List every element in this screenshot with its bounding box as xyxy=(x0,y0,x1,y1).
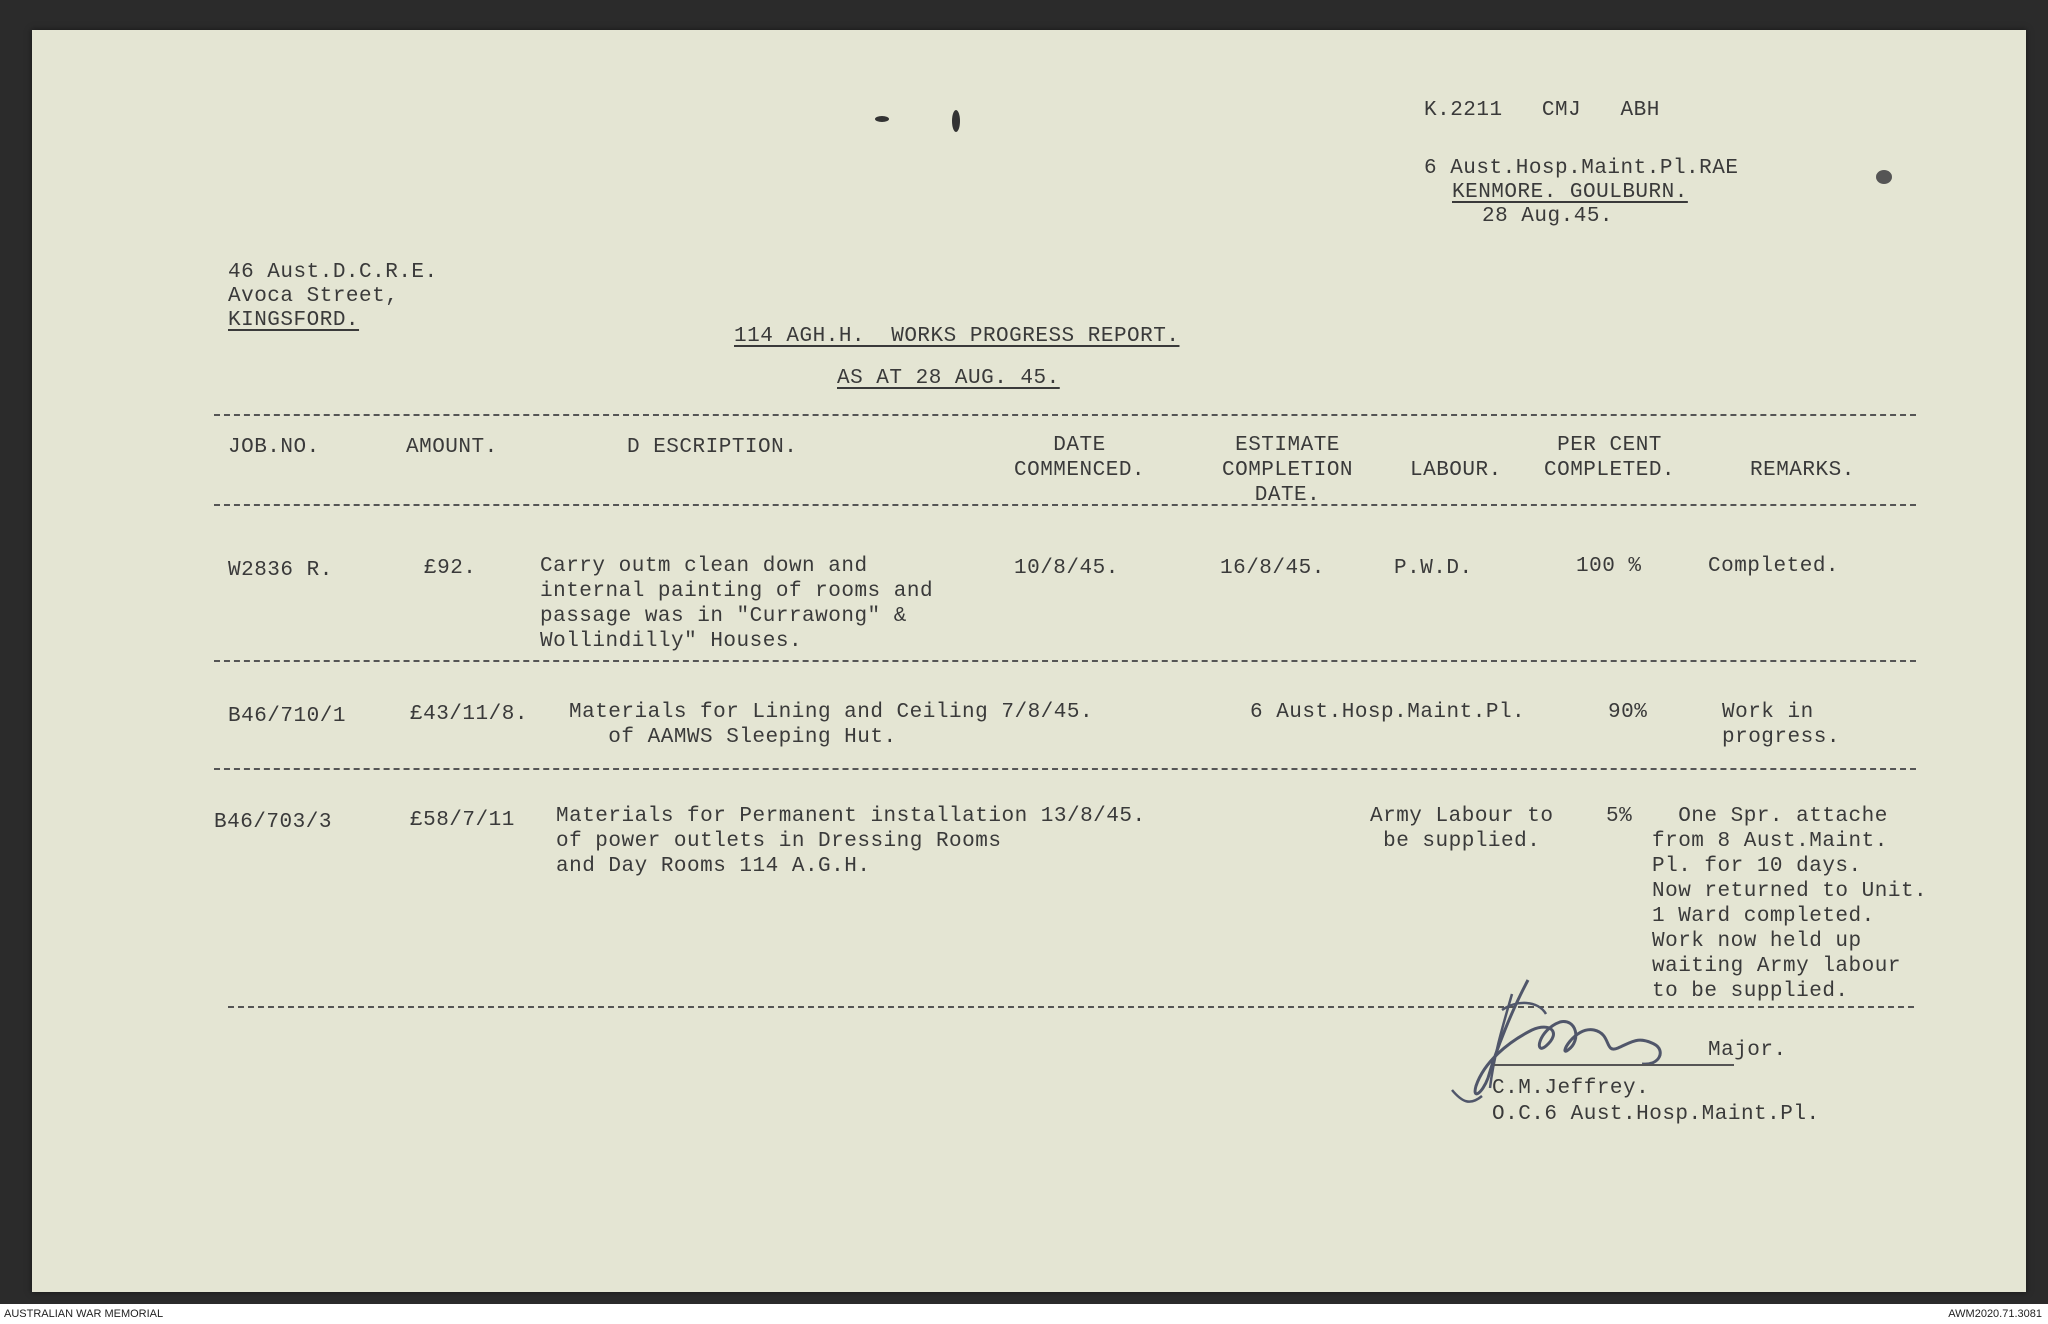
footer-bar xyxy=(0,1304,2048,1324)
row-remarks: Work in progress. xyxy=(1722,701,1840,749)
row-divider xyxy=(214,660,1916,662)
row-per-cent: 5% xyxy=(1606,805,1633,828)
sender-date: 28 Aug.45. xyxy=(1482,205,1614,228)
row-job-no: B46/710/1 xyxy=(228,705,346,728)
header-description: D ESCRIPTION. xyxy=(627,436,798,459)
signature-line xyxy=(1494,1064,1734,1066)
row-job-no: B46/703/3 xyxy=(214,811,332,834)
row-job-no: W2836 R. xyxy=(228,559,333,582)
recipient-street: Avoca Street, xyxy=(228,285,399,308)
ink-blot xyxy=(952,110,960,132)
signatory-name: C.M.Jeffrey. xyxy=(1492,1077,1650,1100)
row-estimate: 16/8/45. xyxy=(1220,557,1325,580)
report-title: 114 AGH.H. WORKS PROGRESS REPORT. xyxy=(734,325,1180,348)
sender-location: KENMORE. GOULBURN. xyxy=(1452,181,1688,204)
row-description: Carry outm clean down and internal painting of rooms and passage was in "Currawong" & Wollindilly" Houses. xyxy=(540,555,934,653)
row-labour: Army Labour to be supplied. xyxy=(1370,805,1554,853)
header-labour: LABOUR. xyxy=(1410,459,1502,482)
ink-blot xyxy=(875,116,889,122)
header-amount: AMOUNT. xyxy=(406,436,498,459)
header-per-cent: PER CENT COMPLETED. xyxy=(1544,434,1676,482)
row-labour: P.W.D. xyxy=(1394,557,1473,580)
row-remarks: Completed. xyxy=(1708,555,1840,578)
footer-accession-number: AWM2020.71.3081 xyxy=(1948,1308,2042,1320)
row-description: Materials for Lining and Ceiling 7/8/45. of AAMWS Sleeping Hut. xyxy=(569,701,1094,749)
row-per-cent: 100 % xyxy=(1576,555,1642,578)
reference-code: K.2211 CMJ ABH xyxy=(1424,99,1660,122)
row-amount: £58/7/11 xyxy=(410,809,515,832)
row-divider xyxy=(214,768,1916,770)
sender-unit: 6 Aust.Hosp.Maint.Pl.RAE xyxy=(1424,157,1739,180)
row-date-commenced: 10/8/45. xyxy=(1014,557,1119,580)
header-estimate: ESTIMATE COMPLETION DATE. xyxy=(1222,434,1354,507)
row-amount: £43/11/8. xyxy=(410,703,528,726)
signatory-position: O.C.6 Aust.Hosp.Maint.Pl. xyxy=(1492,1103,1820,1126)
signatory-rank: Major. xyxy=(1708,1039,1787,1062)
header-remarks: REMARKS. xyxy=(1750,459,1855,482)
row-remarks: One Spr. attache from 8 Aust.Maint. Pl. for 10 days. Now returned to Unit. 1 Ward completed. Work now held up waiting Army labour to be supplied. xyxy=(1652,805,1928,1003)
footer-source: AUSTRALIAN WAR MEMORIAL xyxy=(4,1308,164,1320)
recipient-suburb: KINGSFORD. xyxy=(228,309,360,332)
row-description: Materials for Permanent installation 13/8/45. of power outlets in Dressing Rooms and Day Rooms 114 A.G.H. xyxy=(556,805,1146,878)
row-per-cent: 90% xyxy=(1608,701,1648,724)
header-date-commenced: DATE COMMENCED. xyxy=(1014,434,1146,482)
recipient-unit: 46 Aust.D.C.R.E. xyxy=(228,261,438,284)
row-amount: £92. xyxy=(424,557,477,580)
header-job-no: JOB.NO. xyxy=(228,436,320,459)
document-page xyxy=(32,30,2026,1292)
header-bottom-rule xyxy=(214,504,1916,506)
table-top-rule xyxy=(214,414,1916,416)
row-estimate: 6 Aust.Hosp.Maint.Pl. xyxy=(1250,701,1526,724)
punch-hole-mark xyxy=(1876,170,1892,184)
report-subtitle: AS AT 28 AUG. 45. xyxy=(837,367,1060,390)
